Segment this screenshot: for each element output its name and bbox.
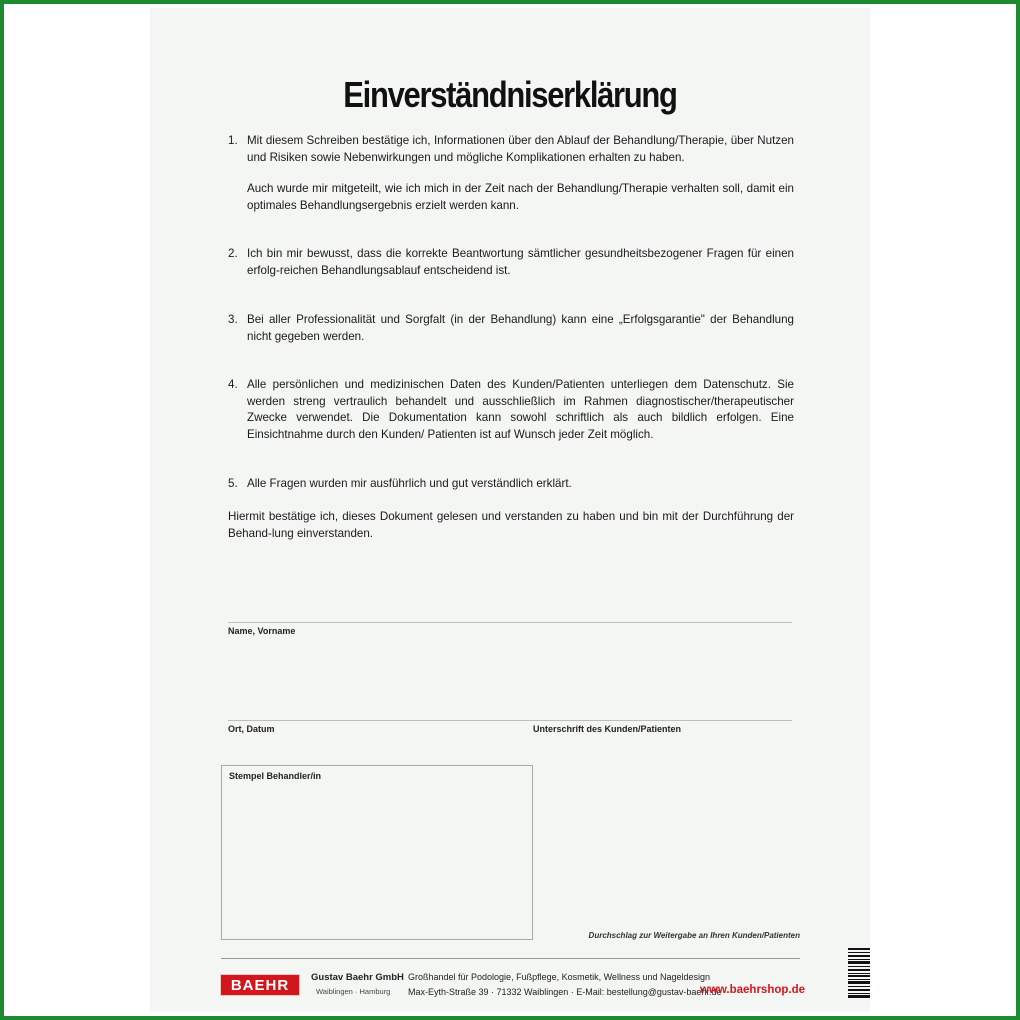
name-label: Name, Vorname [228,626,296,636]
item-text: Mit diesem Schreiben bestätige ich, Informationen über den Ablauf der Behandlung/Therapie, über Nutzen und Risiken sowie Nebenwirkungen und mögliche Komplikationen erhalten zu haben. [247,134,794,164]
baehr-logo: BAEHR [220,974,300,996]
barcode-icon [848,948,870,998]
company-address: Max-Eyth-Straße 39 · 71332 Waiblingen · E-Mail: bestellung@gustav-baehr.de [408,987,722,997]
item-number: 5. [228,477,238,490]
company-name: Gustav Baehr GmbH [311,972,404,983]
stamp-label: Stempel Behandler/in [229,771,322,781]
item-number: 3. [228,313,238,326]
company-locations: Waiblingen · Hamburg [316,987,391,996]
item-text: Alle persönlichen und medizinischen Daten des Kunden/Patienten unterliegen dem Datenschutz. Sie werden streng vertraulich behandelt und ausschließlich im Rahmen diagnostischer/therapeutischer Zwecke verwendet. Die Dokumentation kann sowohl schriftlich als auch bildlich erfolgen. Eine Einsichtnahme durch den Kunden/ Patienten ist auf Wunsch jeder Zeit möglich. [247,378,794,441]
footer-divider [221,958,800,959]
copy-note: Durchschlag zur Weitergabe an Ihren Kunden/Patienten [588,931,800,940]
item-text: Bei aller Professionalität und Sorgfalt (in der Behandlung) kann eine „Erfolgsgarantie" der Behandlung nicht gegeben werden. [247,313,794,343]
stamp-box[interactable] [221,765,533,940]
item-number: 1. [228,134,238,147]
item-number: 2. [228,247,238,260]
item-text: Alle Fragen wurden mir ausführlich und gut verständlich erklärt. [247,477,572,490]
item-text: Auch wurde mir mitgeteilt, wie ich mich in der Zeit nach der Behandlung/Therapie verhalten soll, damit ein optimales Behandlungsergebnis erzielt werden kann. [247,182,794,212]
document-title: Einverständniserklärung [343,74,677,115]
place-signature-line[interactable] [228,720,792,721]
signature-label: Unterschrift des Kunden/Patienten [533,724,682,734]
place-date-label: Ort, Datum [228,724,275,734]
closing-statement: Hiermit bestätige ich, dieses Dokument gelesen und verstanden zu haben und bin mit der Durchführung der Behand-lung einverstanden. [228,510,794,540]
item-text: Ich bin mir bewusst, dass die korrekte Beantwortung sämtlicher gesundheitsbezogener Fragen für einen erfolg-reichen Behandlungsablauf entscheidend ist. [247,247,794,277]
website-link[interactable]: www.baehrshop.de [700,984,806,996]
company-tagline: Großhandel für Podologie, Fußpflege, Kosmetik, Wellness und Nageldesign [408,972,711,982]
item-number: 4. [228,378,238,391]
name-line[interactable] [228,622,792,623]
